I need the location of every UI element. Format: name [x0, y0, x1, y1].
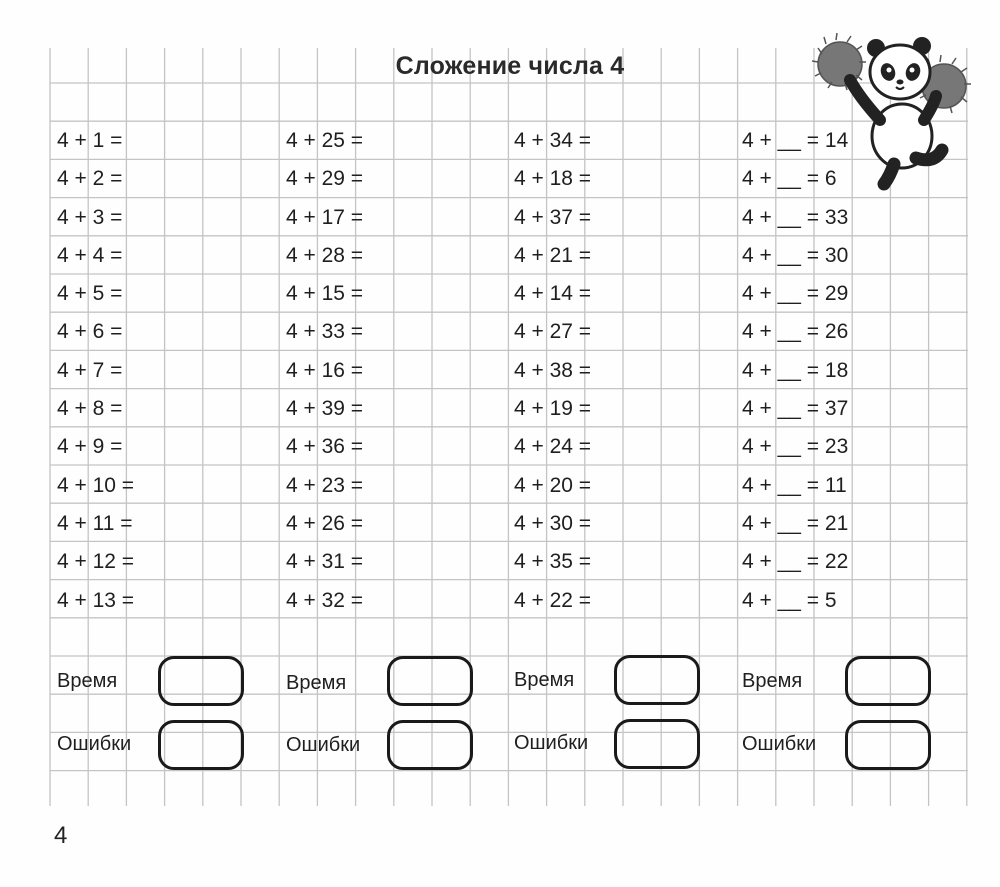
errors-label: Ошибки — [286, 734, 361, 756]
equation: 4 + 17 = — [286, 205, 364, 229]
equation-column-1 — [57, 122, 267, 620]
equation: 4 + 14 = — [514, 282, 592, 306]
equation: 4 + 30 = — [514, 511, 592, 535]
equation: 4 + 32 = — [286, 588, 364, 612]
equation: 4 + 13 = — [57, 588, 135, 612]
equation: 4 + 6 = — [57, 320, 123, 344]
equation: 4 + __ = 18 — [742, 358, 849, 382]
page-number: 4 — [54, 822, 68, 849]
equation: 4 + 5 = — [57, 282, 123, 306]
equation: 4 + __ = 29 — [742, 282, 849, 306]
equation: 4 + __ = 37 — [742, 397, 849, 421]
errors-label: Ошибки — [742, 733, 817, 755]
errors-label: Ошибки — [514, 732, 589, 754]
errors-answer-box[interactable] — [845, 720, 931, 770]
equation: 4 + __ = 6 — [742, 167, 837, 191]
equation-column-3 — [514, 122, 724, 620]
equation: 4 + 38 = — [514, 358, 592, 382]
equation: 4 + __ = 21 — [742, 511, 849, 535]
equation: 4 + 31 = — [286, 550, 364, 574]
equation: 4 + 9 = — [57, 435, 123, 459]
equation: 4 + 1 = — [57, 129, 123, 152]
equation: 4 + 18 = — [514, 167, 592, 191]
time-label: Время — [286, 672, 347, 694]
equation: 4 + 12 = — [57, 550, 135, 574]
equation: 4 + __ = 26 — [742, 320, 849, 344]
page-title: Сложение числа 4 — [395, 52, 625, 80]
equation: 4 + 19 = — [514, 397, 592, 421]
equation: 4 + 10 = — [57, 473, 135, 497]
errors-answer-box[interactable] — [387, 720, 473, 770]
equation: 4 + 26 = — [286, 511, 364, 535]
equation: 4 + 27 = — [514, 320, 592, 344]
time-label: Время — [57, 670, 118, 692]
time-answer-box[interactable] — [614, 655, 700, 705]
equation: 4 + __ = 30 — [742, 243, 849, 267]
equation: 4 + 16 = — [286, 358, 364, 382]
equation: 4 + 25 = — [286, 129, 364, 152]
errors-label: Ошибки — [57, 733, 132, 755]
equation: 4 + 22 = — [514, 588, 592, 612]
equation: 4 + 2 = — [57, 167, 123, 191]
equation: 4 + 34 = — [514, 129, 592, 152]
equation: 4 + 36 = — [286, 435, 364, 459]
equation-column-2 — [286, 122, 496, 620]
equation: 4 + 11 = — [57, 511, 133, 535]
time-answer-box[interactable] — [845, 656, 931, 706]
equation: 4 + 28 = — [286, 243, 364, 267]
equation: 4 + 24 = — [514, 435, 592, 459]
equation: 4 + 37 = — [514, 205, 592, 229]
time-label: Время — [742, 670, 803, 692]
equation: 4 + 29 = — [286, 167, 364, 191]
equation-column-4 — [742, 122, 952, 620]
equation: 4 + 7 = — [57, 358, 123, 382]
equation: 4 + __ = 5 — [742, 588, 837, 612]
equation: 4 + 35 = — [514, 550, 592, 574]
equation: 4 + __ = 11 — [742, 473, 847, 497]
equation: 4 + 3 = — [57, 205, 123, 229]
equation: 4 + 33 = — [286, 320, 364, 344]
equation: 4 + 4 = — [57, 243, 123, 267]
equation: 4 + 23 = — [286, 473, 364, 497]
time-label: Время — [514, 669, 575, 691]
errors-answer-box[interactable] — [614, 719, 700, 769]
errors-answer-box[interactable] — [158, 720, 244, 770]
equation: 4 + 8 = — [57, 397, 123, 421]
equation: 4 + __ = 33 — [742, 205, 849, 229]
equation: 4 + 39 = — [286, 397, 364, 421]
equation: 4 + 15 = — [286, 282, 364, 306]
equation: 4 + __ = 23 — [742, 435, 849, 459]
equation: 4 + __ = 14 — [742, 129, 849, 152]
time-answer-box[interactable] — [158, 656, 244, 706]
equation: 4 + 21 = — [514, 243, 592, 267]
equation: 4 + __ = 22 — [742, 550, 849, 574]
time-answer-box[interactable] — [387, 656, 473, 706]
equation: 4 + 20 = — [514, 473, 592, 497]
